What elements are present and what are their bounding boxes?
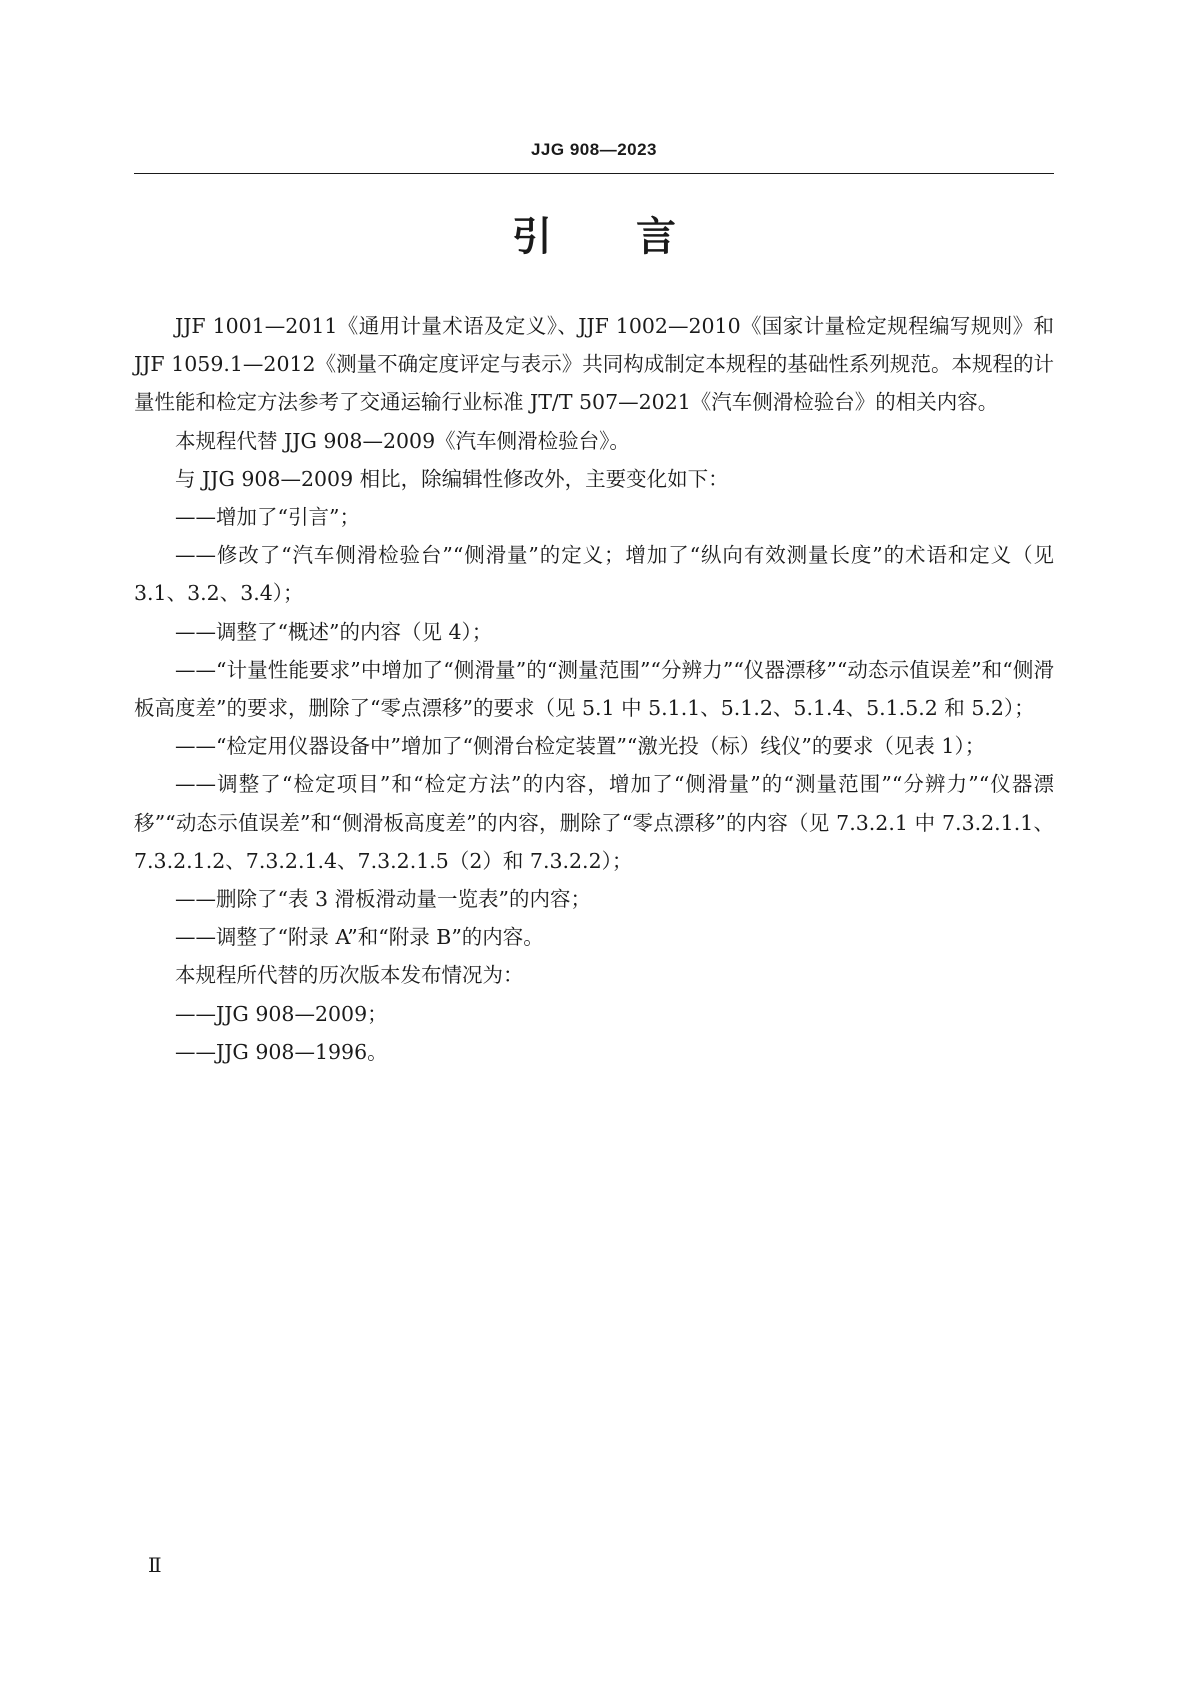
- paragraph-changes-intro: 与 JJG 908—2009 相比，除编辑性修改外，主要变化如下：: [175, 466, 729, 491]
- change-item: ——调整了“检定项目”和“检定方法”的内容，增加了“侧滑量”的“测量范围”“分辨力”“仪器漂移”“动态示值误差”和“侧滑板高度差”的内容，删除了“零点漂移”的内容（见 7.3.2.1 中 7.3.2.1.1、7.3.2.1.2、7.3.2.1.4、7.3.2.1.5（2）和 7.3.2.2）；: [134, 772, 1054, 873]
- change-item: ——修改了“汽车侧滑检验台”“侧滑量”的定义；增加了“纵向有效测量长度”的术语和定义（见 3.1、3.2、3.4）；: [134, 543, 1054, 606]
- page-number: Ⅱ: [148, 1553, 162, 1577]
- standard-code-header: JJG 908—2023: [530, 140, 658, 159]
- history-item: ——JJG 908—2009；: [175, 1001, 388, 1026]
- paragraph-history-intro: 本规程所代替的历次版本发布情况为：: [175, 963, 524, 988]
- change-item: ——“计量性能要求”中增加了“侧滑量”的“测量范围”“分辨力”“仪器漂移”“动态示值误差”和“侧滑板高度差”的要求，删除了“零点漂移”的要求（见 5.1 中 5.1.1、5.1.2、5.1.4、5.1.5.2 和 5.2）；: [134, 657, 1054, 721]
- paragraph-basis: JJF 1001—2011《通用计量术语及定义》、JJF 1002—2010《国家计量检定规程编写规则》和 JJF 1059.1—2012《测量不确定度评定与表示》共同构成制定本规程的基础性系列规范。本规程的计量性能和检定方法参考了交通运输行业标准 JT/T 507—2021《汽车侧滑检验台》的相关内容。: [134, 314, 1054, 415]
- history-item: ——JJG 908—1996。: [175, 1039, 388, 1064]
- title-char-1: 引: [512, 214, 552, 260]
- introduction-body: [134, 307, 1054, 1071]
- header-divider: [134, 173, 1054, 174]
- change-item: ——删除了“表 3 滑板滑动量一览表”的内容；: [175, 887, 592, 912]
- change-item: ——“检定用仪器设备中”增加了“侧滑台检定装置”“激光投（标）线仪”的要求（见表 1）；: [175, 734, 986, 759]
- page-title: [134, 214, 1054, 260]
- change-item: ——调整了“附录 A”和“附录 B”的内容。: [175, 925, 544, 950]
- paragraph-replaces: 本规程代替 JJG 908—2009《汽车侧滑检验台》。: [175, 428, 630, 453]
- title-char-2: 言: [636, 214, 676, 260]
- change-item: ——增加了“引言”；: [175, 505, 360, 530]
- change-item: ——调整了“概述”的内容（见 4）；: [175, 619, 493, 644]
